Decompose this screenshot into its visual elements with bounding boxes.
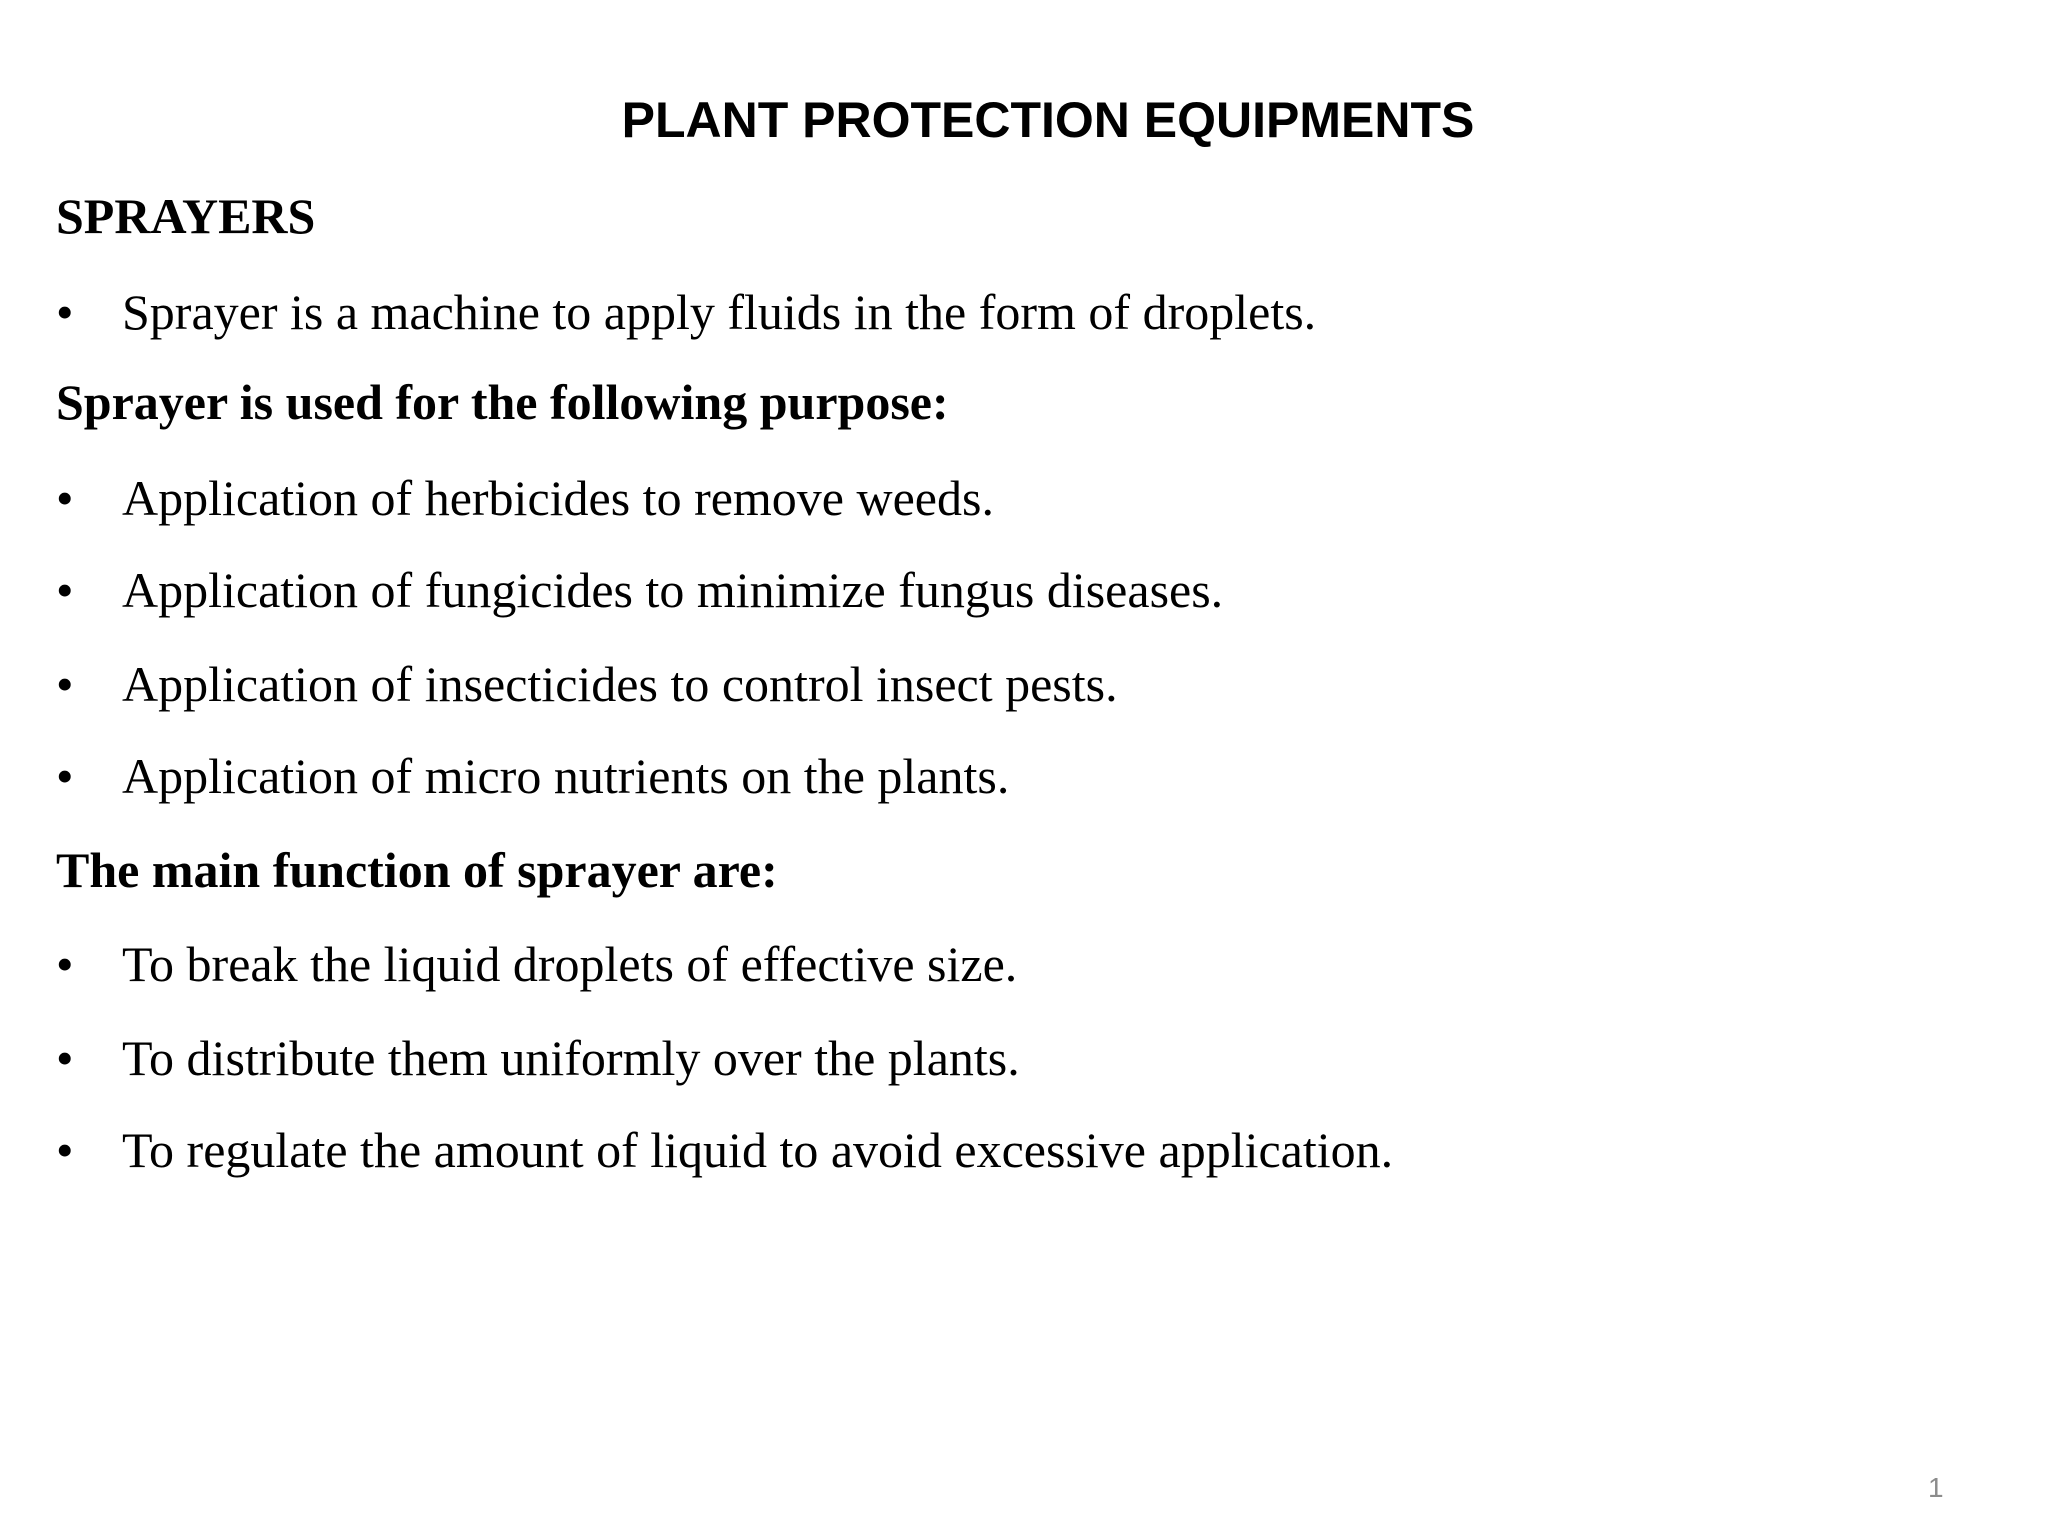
bullet-icon: • xyxy=(56,936,74,992)
purpose-item-text: Application of insecticides to control insect pests. xyxy=(122,656,1118,712)
bullet-icon: • xyxy=(56,284,74,340)
bullet-icon: • xyxy=(56,1030,74,1086)
bullet-icon: • xyxy=(56,470,74,526)
purpose-item-text: Application of micro nutrients on the plants. xyxy=(122,748,1010,804)
bullet-icon: • xyxy=(56,748,74,804)
function-item-text: To distribute them uniformly over the plants. xyxy=(122,1030,1020,1086)
bullet-icon: • xyxy=(56,1122,74,1178)
section-heading: SPRAYERS xyxy=(56,188,316,244)
function-item-text: To break the liquid droplets of effective size. xyxy=(122,936,1018,992)
page-number: 1 xyxy=(1928,1472,1944,1503)
bullet-icon: • xyxy=(56,656,74,712)
definition-text: Sprayer is a machine to apply fluids in the form of droplets. xyxy=(122,284,1317,340)
purpose-item-text: Application of herbicides to remove weeds. xyxy=(122,470,994,526)
purpose-heading: Sprayer is used for the following purpose: xyxy=(56,374,949,430)
function-heading: The main function of sprayer are: xyxy=(56,842,778,898)
purpose-item-text: Application of fungicides to minimize fungus diseases. xyxy=(122,562,1224,618)
slide-title: PLANT PROTECTION EQUIPMENTS xyxy=(621,92,1475,148)
bullet-icon: • xyxy=(56,562,74,618)
function-item-text: To regulate the amount of liquid to avoid excessive application. xyxy=(122,1122,1394,1178)
